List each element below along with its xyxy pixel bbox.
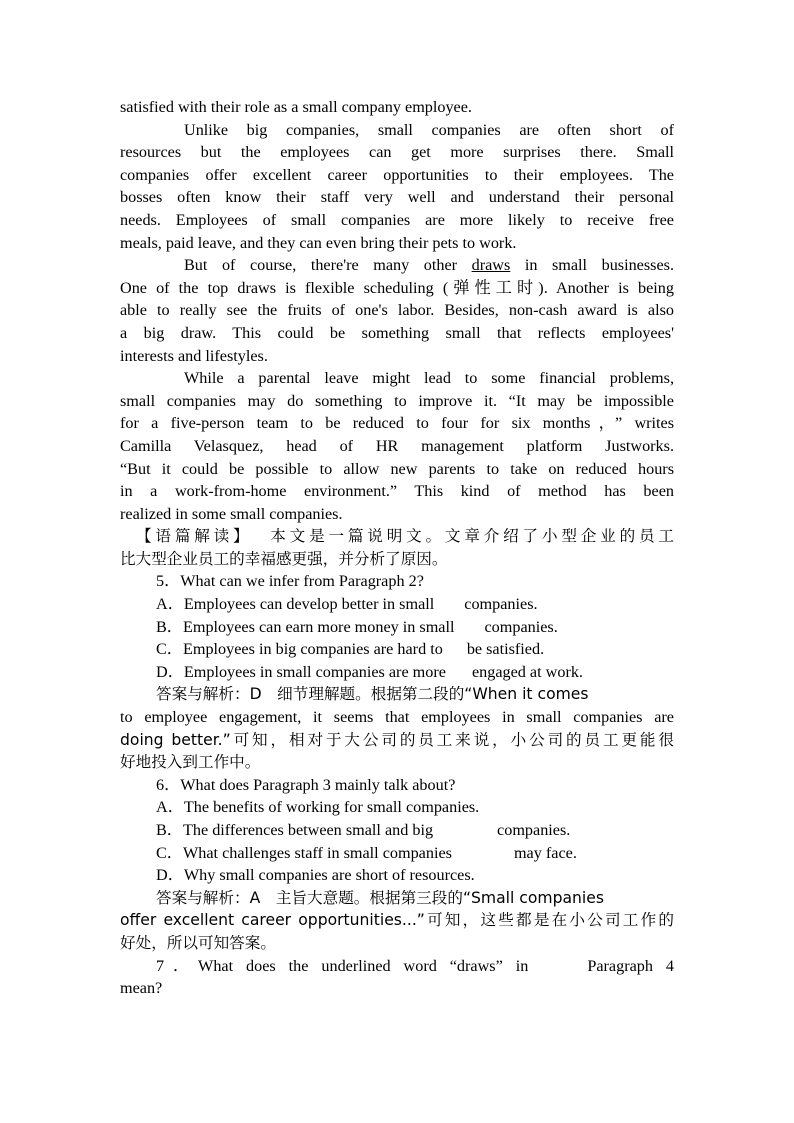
passage-text-line: bosses often know their staff very well and understand their personal [120, 188, 674, 207]
passage-text-line [120, 254, 674, 277]
paragraph-3 [120, 254, 674, 367]
analysis-text: 本文是一篇说明文。文章介绍了小型企业的员工 [266, 527, 674, 546]
answer-option: C．Employees in big companies are hard to be satisfied. [156, 640, 545, 659]
question-stem: 7．What does the underlined word “draws” in Paragraph 4 [156, 956, 674, 975]
answer-explanation: 答案与解析：D 细节理解题。根据第二段的“When it comes [156, 685, 589, 704]
document-page [120, 96, 674, 1000]
paragraph-2 [120, 119, 674, 255]
question-stem: 5．What can we infer from Paragraph 2? [156, 572, 424, 591]
underlined-word: draws [471, 256, 511, 275]
passage-text-line: companies offer excellent career opportunities to their employees. The [120, 165, 674, 184]
passage-text-line: “But it could be possible to allow new parents to take on reduced hours [120, 459, 674, 478]
passage-text-line: While a parental leave might lead to some financial problems, [184, 369, 674, 388]
passage-text-line: realized in some small companies. [120, 504, 343, 523]
answer-option: A．The benefits of working for small companies. [156, 798, 480, 817]
passage-text-line: interests and lifestyles. [120, 346, 268, 365]
question-6 [120, 774, 674, 955]
passage-text-line: Unlike big companies, small companies are often short of [184, 120, 674, 139]
answer-explanation: 答案与解析：A 主旨大意题。根据第三段的“Small companies [156, 888, 604, 907]
answer-explanation: offer excellent career opportunities...”可知，这些都是在小公司工作的 [120, 911, 674, 930]
answer-option: B．Employees can earn more money in small companies. [156, 617, 558, 636]
answer-option: D．Employees in small companies are more engaged at work. [156, 662, 583, 681]
passage-text-line: able to really see the fruits of one's labor. Besides, non-cash award is also [120, 301, 674, 320]
answer-option: C．What challenges staff in small companies may face. [156, 843, 577, 862]
passage-analysis [120, 525, 674, 570]
question-7 [120, 955, 674, 1000]
passage-text-line: Camilla Velasquez, head of HR management platform Justworks. [120, 436, 674, 455]
answer-explanation: doing better.”可知，相对于大公司的员工来说，小公司的员工更能很 [120, 730, 674, 749]
question-stem: 6．What does Paragraph 3 mainly talk about? [156, 775, 456, 794]
paragraph-4 [120, 367, 674, 525]
passage-text-line: in a work-from-home environment.” This kind of method has been [120, 482, 674, 501]
passage-text-line: a big draw. This could be something small that reflects employees' [120, 323, 674, 342]
analysis-label: 【语篇解读】 [136, 527, 253, 546]
answer-explanation: 好处，所以可知答案。 [120, 933, 276, 952]
answer-explanation: 好地投入到工作中。 [120, 753, 261, 772]
passage-text-line: satisfied with their role as a small company employee. [120, 98, 472, 116]
text-segment: But of course, there're many other [184, 256, 458, 275]
passage-text-line: for a five-person team to be reduced to four for six months，” writes [120, 414, 674, 433]
passage-text-line: small companies may do something to improve it. “It may be impossible [120, 391, 674, 410]
passage-text-line: One of the top draws is flexible scheduling (弹性工时). Another is being [120, 278, 674, 297]
analysis-line: 比大型企业员工的幸福感更强，并分析了原因。 [120, 549, 448, 568]
question-5 [120, 570, 674, 773]
text-segment: in small businesses. [524, 256, 675, 275]
passage-text-line: needs. Employees of small companies are more likely to receive free [120, 210, 674, 229]
passage-text-line: meals, paid leave, and they can even bring their pets to work. [120, 233, 517, 252]
answer-option: D．Why small companies are short of resources. [156, 866, 475, 885]
passage-text-line: resources but the employees can get more surprises there. Small [120, 143, 674, 162]
question-stem: mean? [120, 979, 163, 998]
answer-explanation: to employee engagement, it seems that employees in small companies are [120, 708, 674, 727]
answer-option: A．Employees can develop better in small companies. [156, 595, 538, 614]
answer-option: B．The differences between small and big companies. [156, 821, 571, 839]
analysis-line [120, 525, 674, 548]
